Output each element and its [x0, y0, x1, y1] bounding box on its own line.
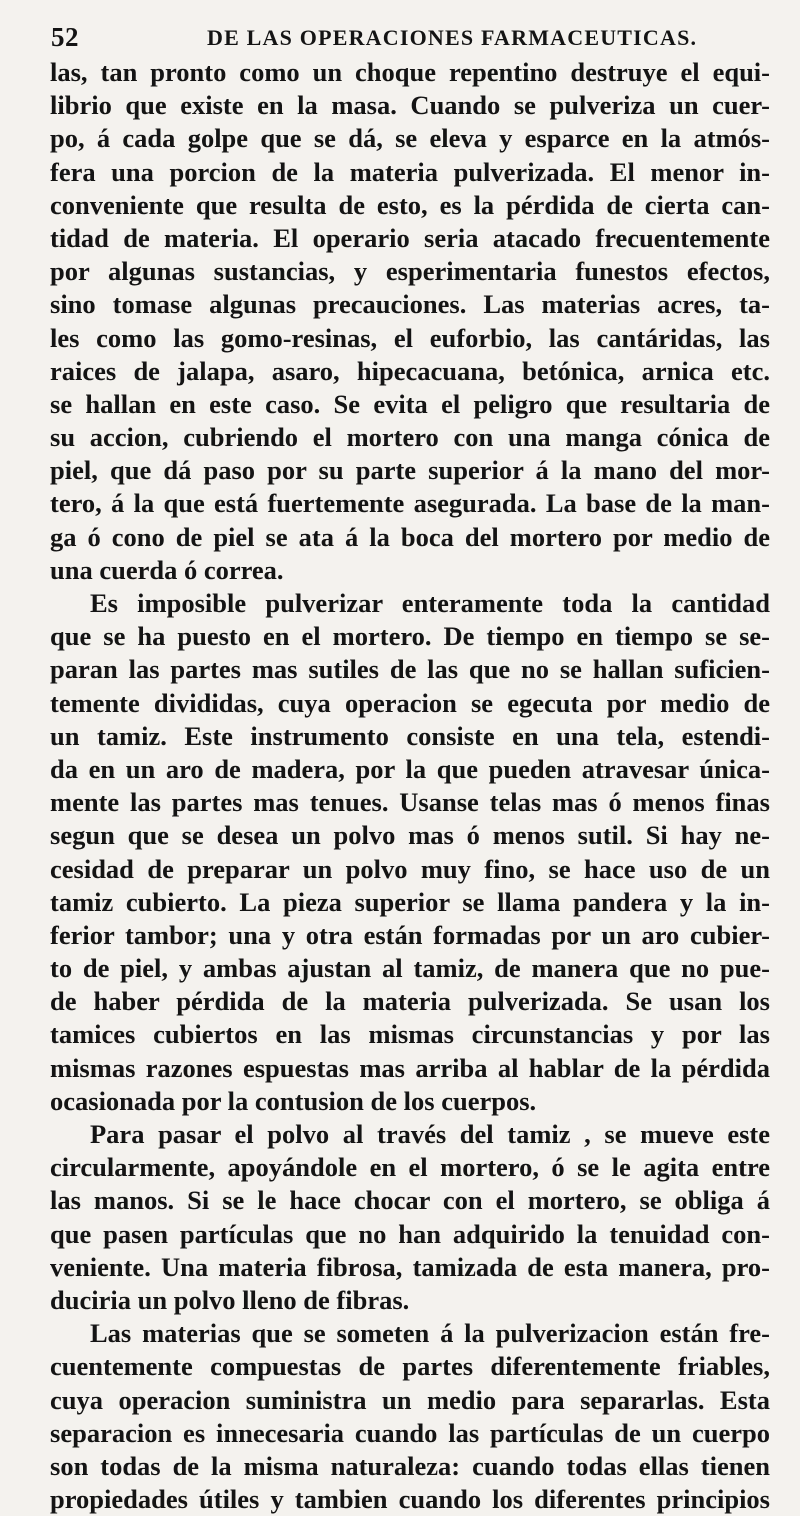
body-text [50, 56, 770, 1516]
text-line: por algunas sustancias, y esperimentaria funestos efectos, [50, 256, 770, 287]
paragraph-end-line: una cuerda ó correa. [50, 554, 284, 585]
text-line: les como las gomo-resinas, el euforbio, las cantáridas, las [50, 322, 770, 353]
text-line: temente divididas, cuya operacion se egecuta por medio de [50, 687, 770, 718]
text-line: un tamiz. Este instrumento consiste en una tela, estendi- [50, 720, 770, 751]
text-line: de haber pérdida de la materia pulverizada. Se usan los [50, 986, 770, 1017]
page-number: 52 [51, 22, 79, 52]
text-line: tamiz cubierto. La pieza superior se llama pandera y la in- [50, 886, 770, 917]
paragraph-start-line: Las materias que se someten á la pulverizacion están fre- [90, 1318, 770, 1349]
page-header [51, 22, 771, 54]
text-line: que pasen partículas que no han adquirido la tenuidad con- [50, 1218, 770, 1249]
text-line: raices de jalapa, asaro, hipecacuana, betónica, arnica etc. [50, 355, 770, 386]
text-line: to de piel, y ambas ajustan al tamiz, de manera que no pue- [50, 953, 770, 984]
text-line: ferior tambor; una y otra están formadas por un aro cubier- [50, 919, 770, 950]
text-line: piel, que dá paso por su parte superior á la mano del mor- [50, 455, 770, 486]
text-line: las, tan pronto como un choque repentino destruye el equi- [50, 57, 770, 87]
text-line: conveniente que resulta de esto, es la pérdida de cierta can- [50, 189, 770, 220]
text-line: tero, á la que está fuertemente asegurada. La base de la man- [50, 488, 770, 519]
paragraph-end-line: ocasionada por la contusion de los cuerpos. [50, 1085, 537, 1116]
text-line: su accion, cubriendo el mortero con una manga cónica de [50, 422, 770, 453]
text-line: se hallan en este caso. Se evita el peligro que resultaria de [50, 388, 770, 419]
text-line: mismas razones espuestas mas arriba al hablar de la pérdida [50, 1052, 770, 1083]
text-line: separacion es innecesaria cuando las partículas de un cuerpo [50, 1417, 770, 1448]
paragraph-end-line: duciria un polvo lleno de fibras. [50, 1284, 410, 1315]
paragraph-start-line: Es imposible pulverizar enteramente toda la cantidad [90, 588, 770, 618]
text-line: tidad de materia. El operario seria atacado frecuentemente [50, 222, 770, 253]
text-line: veniente. Una materia fibrosa, tamizada de esta manera, pro- [50, 1251, 770, 1282]
text-line: las manos. Si se le hace chocar con el mortero, se obliga á [50, 1185, 770, 1216]
text-line: mente las partes mas tenues. Usanse telas mas ó menos finas [50, 787, 770, 818]
text-line: tamices cubiertos en las mismas circunstancias y por las [50, 1019, 770, 1050]
text-line: librio que existe en la masa. Cuando se pulveriza un cuer- [50, 90, 770, 121]
text-line: da en un aro de madera, por la que pueden atravesar única- [50, 753, 770, 784]
running-head: DE LAS OPERACIONES FARMACEUTICAS. [207, 25, 698, 50]
text-line: paran las partes mas sutiles de las que no se hallan suficien- [50, 654, 770, 685]
text-line: que se ha puesto en el mortero. De tiempo en tiempo se se- [50, 621, 770, 652]
text-line: cuentemente compuestas de partes diferentemente friables, [50, 1351, 770, 1382]
text-line: son todas de la misma naturaleza: cuando todas ellas tienen [50, 1450, 770, 1481]
text-line: propiedades útiles y tambien cuando los diferentes principios [50, 1484, 770, 1515]
text-line: sino tomase algunas precauciones. Las materias acres, ta- [50, 289, 770, 320]
text-line: cesidad de preparar un polvo muy fino, se hace uso de un [50, 853, 770, 884]
text-line: fera una porcion de la materia pulverizada. El menor in- [50, 156, 770, 187]
text-line: cuya operacion suministra un medio para separarlas. Esta [50, 1384, 770, 1415]
paragraph-start-line: Para pasar el polvo al través del tamiz , se mueve este [90, 1119, 770, 1149]
text-line: ga ó cono de piel se ata á la boca del mortero por medio de [50, 521, 770, 552]
text-line: circularmente, apoyándole en el mortero, ó se le agita entre [50, 1152, 770, 1183]
text-line: po, á cada golpe que se dá, se eleva y esparce en la atmós- [50, 123, 770, 154]
text-line: segun que se desea un polvo mas ó menos sutil. Si hay ne- [50, 820, 770, 851]
